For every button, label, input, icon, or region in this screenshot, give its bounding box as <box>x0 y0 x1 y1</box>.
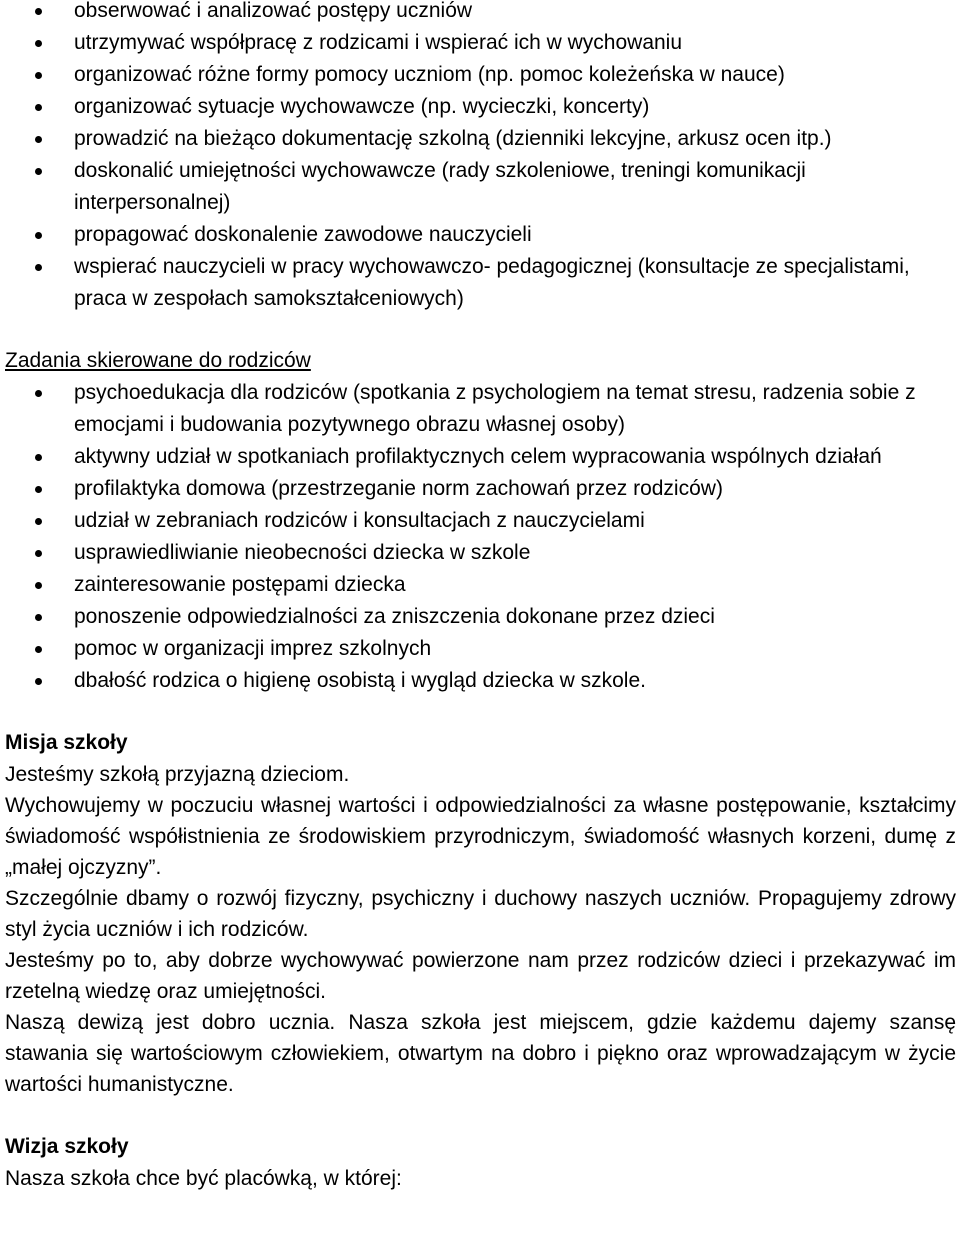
bullet-icon <box>35 72 42 79</box>
list-item-text: aktywny udział w spotkaniach profilaktycznych celem wypracowania wspólnych działań <box>74 445 882 468</box>
list-item <box>0 219 960 251</box>
mission-paragraph: Jesteśmy szkołą przyjazną dzieciom. <box>5 763 350 786</box>
list-item <box>0 633 960 665</box>
mission-paragraph: Szczególnie dbamy o rozwój fizyczny, psychiczny i duchowy naszych uczniów. Propagujemy zdrowy styl życia uczniów i ich rodziców. <box>5 887 956 941</box>
list-item-text: zainteresowanie postępami dziecka <box>74 573 406 596</box>
list-item <box>0 441 960 473</box>
list-item-text: organizować sytuacje wychowawcze (np. wycieczki, koncerty) <box>74 95 650 118</box>
list-item-text: organizować różne formy pomocy uczniom (np. pomoc koleżeńska w nauce) <box>74 63 785 86</box>
bullet-icon <box>35 40 42 47</box>
list-item-text: ponoszenie odpowiedzialności za zniszczenia dokonane przez dzieci <box>74 605 715 628</box>
mission-heading: Misja szkoły <box>5 731 128 754</box>
list-item-text: obserwować i analizować postępy uczniów <box>74 0 473 22</box>
list-item <box>0 251 960 315</box>
list-item <box>0 473 960 505</box>
list-item-text: doskonalić umiejętności wychowawcze (rady szkoleniowe, treningi komunikacji interpersonalnej) <box>74 159 806 214</box>
vision-heading: Wizja szkoły <box>5 1135 129 1158</box>
list-item-text: propagować doskonalenie zawodowe nauczycieli <box>74 223 532 246</box>
bullet-icon <box>35 390 42 397</box>
bullet-icon <box>35 168 42 175</box>
list-item-text: utrzymywać współpracę z rodzicami i wspierać ich w wychowaniu <box>74 31 683 54</box>
list-item <box>0 27 960 59</box>
bullet-icon <box>35 232 42 239</box>
mission-paragraph: Naszą dewizą jest dobro ucznia. Nasza szkoła jest miejscem, gdzie każdemu dajemy szansę stawania się wartościowym człowiekiem, otwartym na dobro i piękno oraz wprowadzającym w życie wartości humanistyczne. <box>5 1011 956 1096</box>
parents-tasks-list <box>0 377 960 697</box>
bullet-icon <box>35 646 42 653</box>
mission-paragraph: Wychowujemy w poczuciu własnej wartości i odpowiedzialności za własne postępowanie, kształcimy świadomość współistnienia ze środowiskiem przyrodniczym, świadomość własnych korzeni, dumę z „małej ojczyzny”. <box>5 794 956 879</box>
list-item <box>0 377 960 441</box>
vision-intro: Nasza szkoła chce być placówką, w której: <box>5 1167 402 1190</box>
list-item <box>0 59 960 91</box>
bullet-icon <box>35 614 42 621</box>
bullet-icon <box>35 454 42 461</box>
list-item <box>0 537 960 569</box>
parents-section-heading: Zadania skierowane do rodziców <box>5 349 311 372</box>
list-item <box>0 155 960 219</box>
bullet-icon <box>35 104 42 111</box>
bullet-icon <box>35 264 42 271</box>
bullet-icon <box>35 518 42 525</box>
list-item-text: prowadzić na bieżąco dokumentację szkolną (dzienniki lekcyjne, arkusz ocen itp.) <box>74 127 832 150</box>
list-item-text: udział w zebraniach rodziców i konsultacjach z nauczycielami <box>74 509 645 532</box>
bullet-icon <box>35 486 42 493</box>
list-item-text: pomoc w organizacji imprez szkolnych <box>74 637 432 660</box>
list-item <box>0 601 960 633</box>
mission-paragraph: Jesteśmy po to, aby dobrze wychowywać powierzone nam przez rodziców dzieci i przekazywać im rzetelną wiedzę oraz umiejętności. <box>5 949 956 1003</box>
list-item <box>0 91 960 123</box>
list-item <box>0 569 960 601</box>
list-item-text: dbałość rodzica o higienę osobistą i wygląd dziecka w szkole. <box>74 669 646 692</box>
list-item <box>0 505 960 537</box>
bullet-icon <box>35 550 42 557</box>
teacher-tasks-list <box>0 0 960 315</box>
list-item <box>0 665 960 697</box>
list-item-text: profilaktyka domowa (przestrzeganie norm zachowań przez rodziców) <box>74 477 723 500</box>
list-item <box>0 0 960 27</box>
list-item-text: usprawiedliwianie nieobecności dziecka w szkole <box>74 541 531 564</box>
bullet-icon <box>35 8 42 15</box>
list-item-text: psychoedukacja dla rodziców (spotkania z psychologiem na temat stresu, radzenia sobie z emocjami i budowania pozytywnego obrazu własnej osoby) <box>74 381 916 436</box>
list-item-text: wspierać nauczycieli w pracy wychowawczo- pedagogicznej (konsultacje ze specjalistami, praca w zespołach samokształceniowych) <box>74 255 910 310</box>
bullet-icon <box>35 678 42 685</box>
bullet-icon <box>35 136 42 143</box>
list-item <box>0 123 960 155</box>
bullet-icon <box>35 582 42 589</box>
